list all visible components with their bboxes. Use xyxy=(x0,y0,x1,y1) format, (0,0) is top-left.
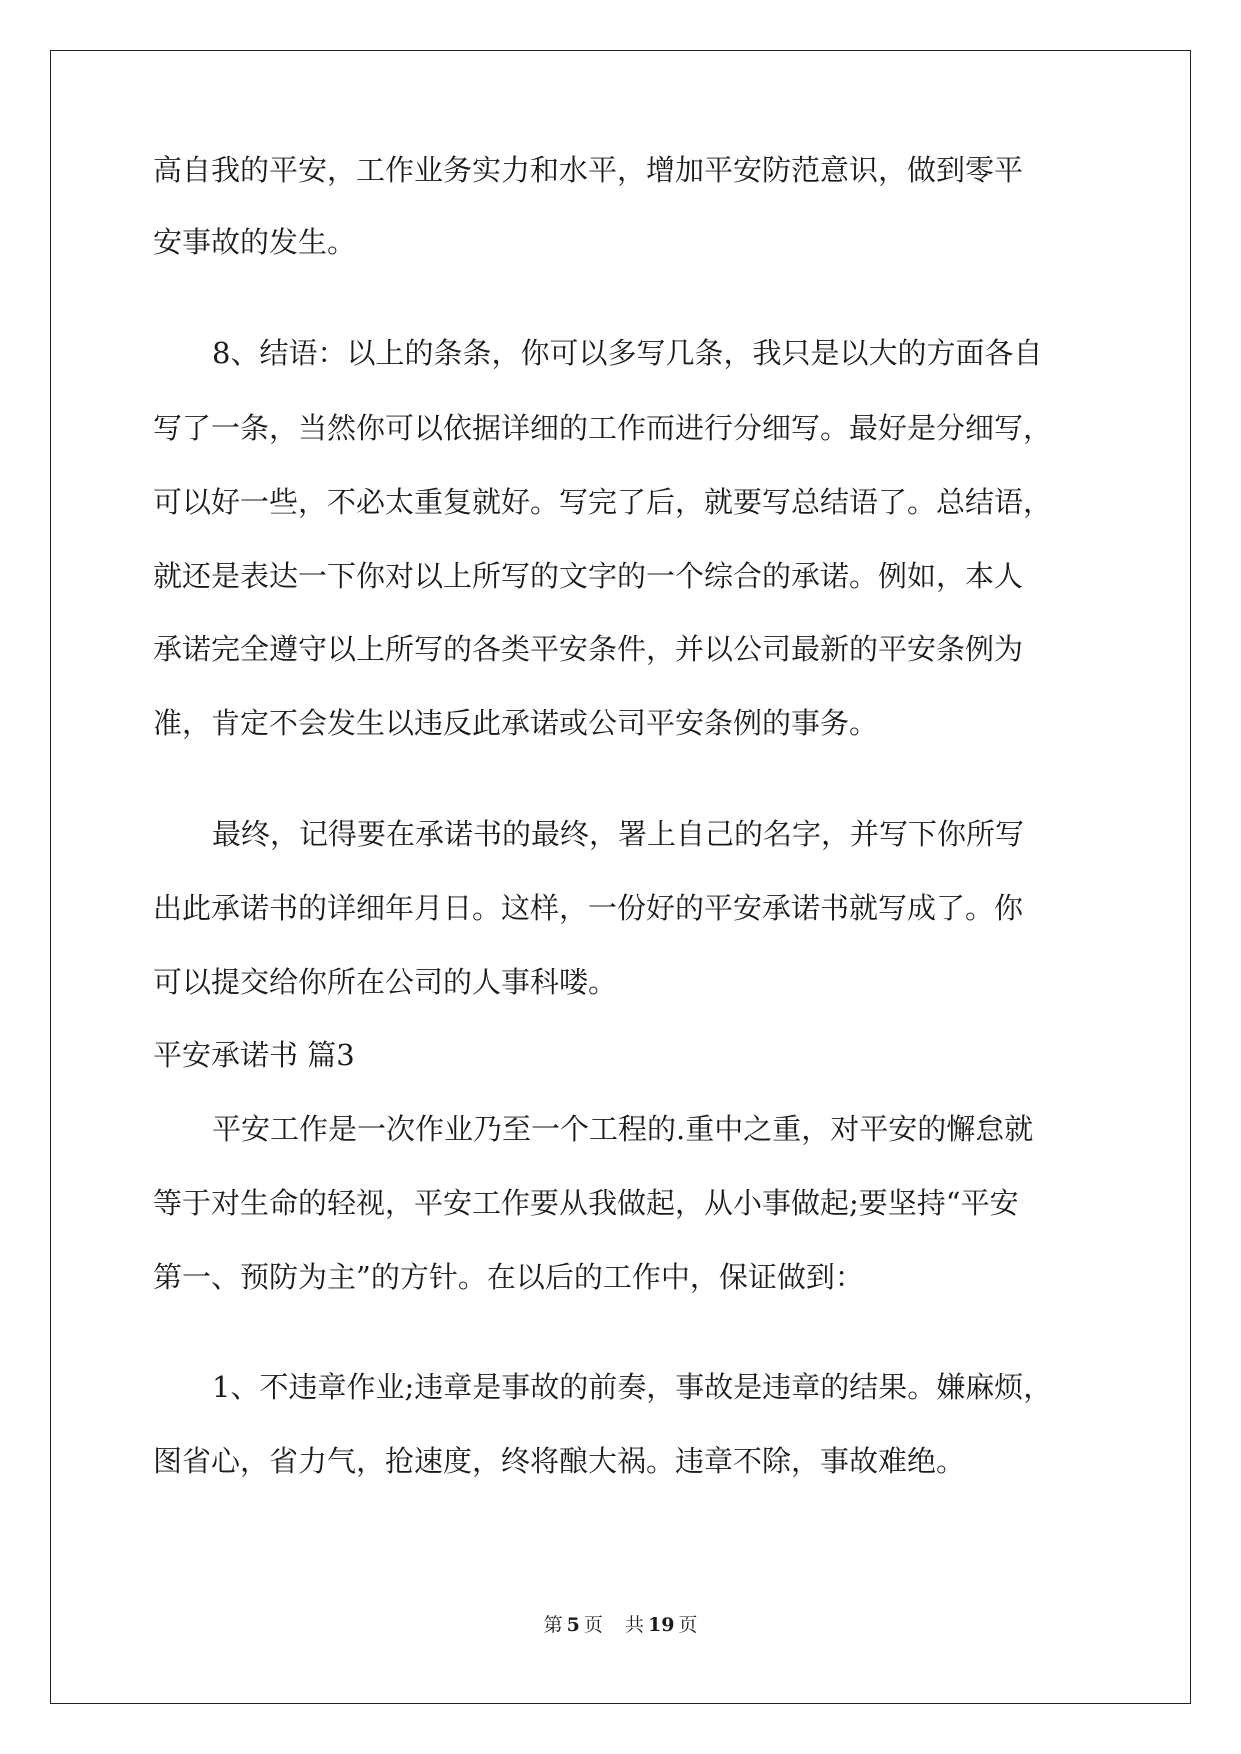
body-line: 高自我的平安，工作业务实力和水平，增加平安防范意识，做到零平 xyxy=(153,153,1024,187)
footer-page-suffix: 页 xyxy=(583,1614,603,1636)
body-line: 准，肯定不会发生以违反此承诺或公司平安条例的事务。 xyxy=(153,706,879,740)
footer-prefix: 第 xyxy=(543,1614,563,1636)
current-page-number: 5 xyxy=(566,1614,580,1636)
page-footer xyxy=(0,1613,1241,1637)
body-line: 图省心，省力气，抢速度，终将酿大祸。违章不除，事故难绝。 xyxy=(153,1444,966,1478)
body-line: 可以提交给你所在公司的人事科喽。 xyxy=(153,965,618,999)
section-heading: 平安承诺书 篇3 xyxy=(153,1038,355,1072)
body-line: 等于对生命的轻视，平安工作要从我做起，从小事做起;要坚持“平安 xyxy=(153,1186,1019,1220)
body-line: 可以好一些，不必太重复就好。写完了后，就要写总结语了。总结语， xyxy=(153,485,1053,519)
body-line: 承诺完全遵守以上所写的各类平安条件，并以公司最新的平安条例为 xyxy=(153,632,1024,666)
paragraph-first-line: 8、结语：以上的条条，你可以多写几条，我只是以大的方面各自 xyxy=(212,336,1043,370)
body-line: 第一、预防为主”的方针。在以后的工作中，保证做到： xyxy=(153,1260,864,1294)
paragraph-first-line: 1、不违章作业;违章是事故的前奏，事故是违章的结果。嫌麻烦， xyxy=(212,1370,1053,1404)
body-line: 出此承诺书的详细年月日。这样，一份好的平安承诺书就写成了。你 xyxy=(153,891,1024,925)
body-line: 写了一条，当然你可以依据详细的工作而进行分细写。最好是分细写， xyxy=(153,411,1053,445)
paragraph-first-line: 最终，记得要在承诺书的最终，署上自己的名字，并写下你所写 xyxy=(212,817,1025,851)
footer-total-suffix: 页 xyxy=(678,1614,698,1636)
body-line: 安事故的发生。 xyxy=(153,225,357,259)
footer-total-prefix: 共 xyxy=(624,1614,644,1636)
total-pages-number: 19 xyxy=(647,1614,675,1636)
body-line: 就还是表达一下你对以上所写的文字的一个综合的承诺。例如，本人 xyxy=(153,559,1024,593)
paragraph-first-line: 平安工作是一次作业乃至一个工程的.重中之重，对平安的懈怠就 xyxy=(212,1112,1034,1146)
